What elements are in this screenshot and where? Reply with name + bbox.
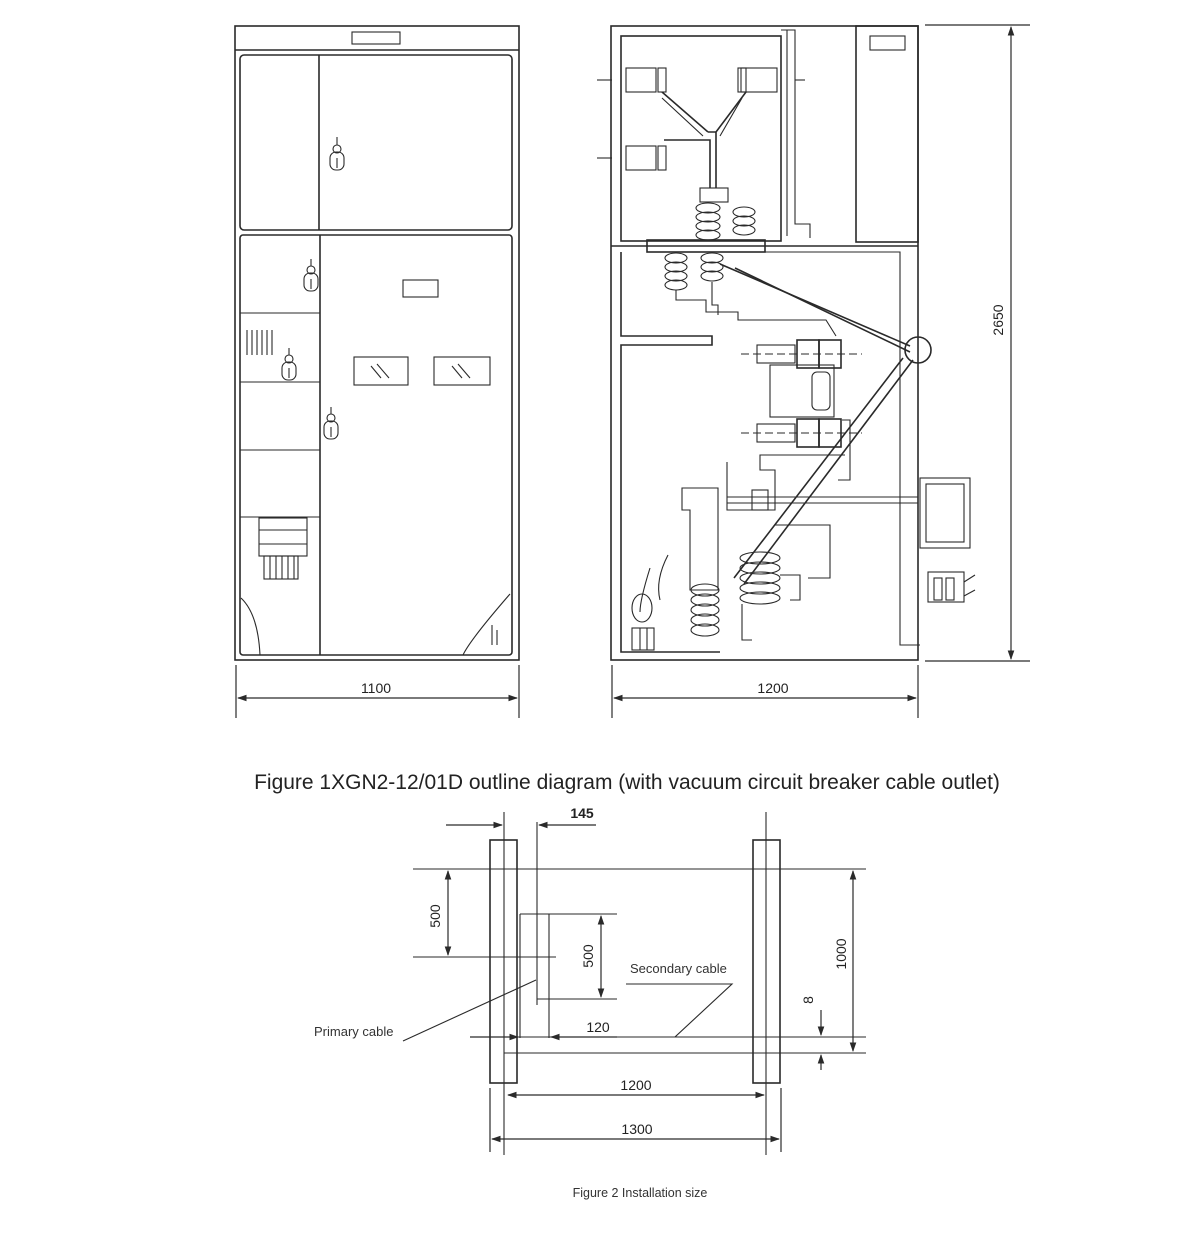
secondary-cable-label: Secondary cable [630, 961, 727, 976]
secondary-cable-path [626, 984, 760, 1037]
door-handle-icon [282, 348, 296, 380]
door-hinge-arc [463, 594, 510, 655]
door-handle-icon [330, 137, 344, 170]
dimension-label-1200-side: 1200 [757, 680, 789, 696]
door-handle-icon [324, 407, 338, 439]
installation-plan [314, 805, 866, 1155]
dimension-label-120: 120 [586, 1019, 610, 1035]
dimension-2650 [925, 25, 1030, 661]
dimension-label-145: 145 [570, 805, 594, 821]
insulator-stack [696, 188, 755, 240]
figure-2-caption: Figure 2 Installation size [572, 1186, 708, 1200]
viewing-window [434, 357, 490, 385]
vent-slots [247, 330, 272, 355]
dimension-label-8: 8 [800, 996, 816, 1004]
current-transformer-coil [691, 552, 780, 636]
primary-cable-label: Primary cable [314, 1024, 394, 1039]
insulator-stack [665, 253, 723, 290]
dimension-label-1300: 1300 [621, 1121, 653, 1137]
front-view-cabinet [235, 26, 519, 660]
side-view-cabinet [597, 26, 975, 660]
dimension-label-1000: 1000 [833, 938, 849, 970]
viewing-window [354, 357, 408, 385]
dimension-1100 [236, 665, 519, 718]
dimension-label-500-inner: 500 [580, 944, 596, 968]
dimension-label-500-left: 500 [427, 904, 443, 928]
door-hinge-arc [241, 598, 260, 655]
primary-cable-leader [403, 980, 536, 1041]
vacuum-breaker [741, 340, 862, 480]
door-handle-icon [304, 259, 318, 291]
dimension-1200-side [612, 665, 918, 718]
rear-terminal-box [920, 478, 975, 602]
nameplate [403, 280, 438, 297]
dimension-label-2650: 2650 [990, 304, 1006, 336]
dimension-label-1100: 1100 [360, 680, 392, 696]
dimension-label-1200-span: 1200 [620, 1077, 652, 1093]
terminal-block [259, 518, 307, 579]
figure-1-caption: Figure 1XGN2-12/01D outline diagram (with vacuum circuit breaker cable outlet) [254, 771, 1000, 794]
